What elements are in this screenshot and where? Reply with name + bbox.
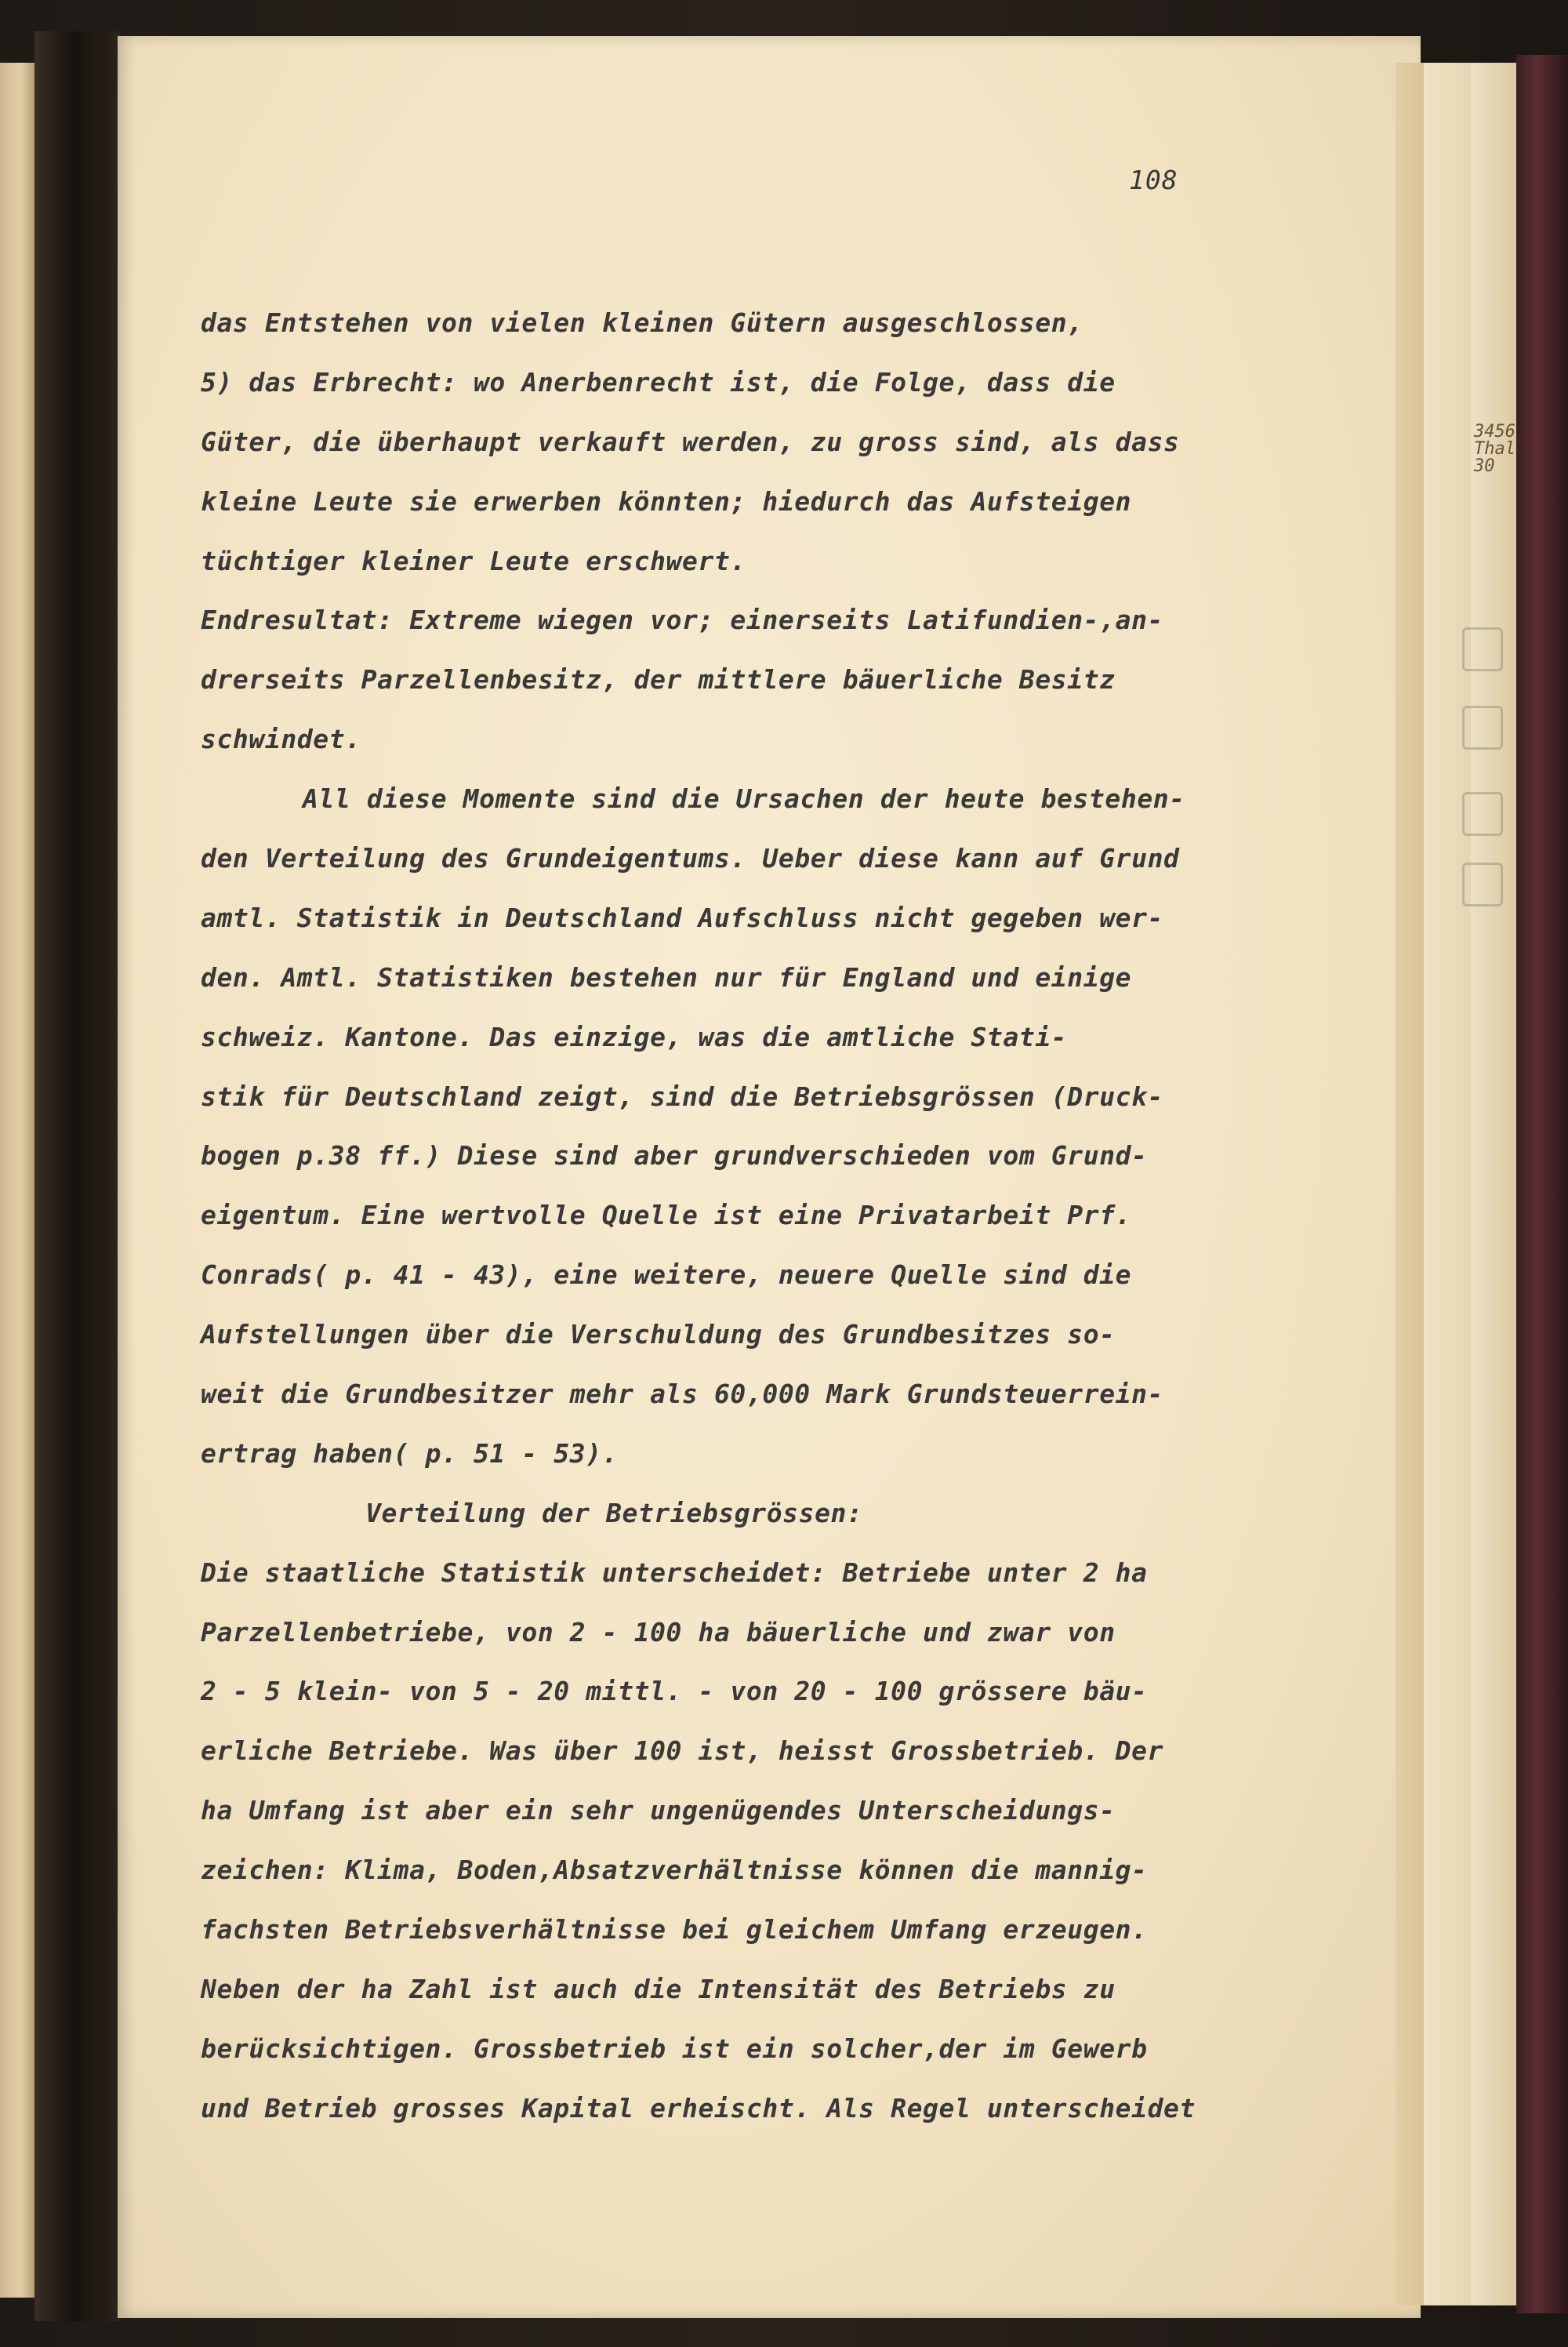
page-edge-stack [1396,63,1424,2305]
text-line: ertrag haben( p. 51 - 53). [201,1437,619,1469]
text-line: Güter, die überhaupt verkauft werden, zu gross sind, als dass [201,426,1180,457]
text-line: den. Amtl. Statistiken bestehen nur für England und einige [201,961,1132,993]
text-line: Neben der ha Zahl ist auch die Intensität des Betriebs zu [201,1973,1116,2004]
text-line: Die staatliche Statistik unterscheidet: Betriebe unter 2 ha [201,1557,1148,1588]
margin-note: 30 [1474,456,1495,476]
text-line: Conrads( p. 41 - 43), eine weitere, neuere Quelle sind die [201,1259,1132,1291]
text-line: 5) das Erbrecht: wo Anerbenrecht ist, die Folge, dass die [201,366,1116,398]
text-line: bogen p.38 ff.) Diese sind aber grundverschieden vom Grund- [201,1140,1148,1172]
text-line: berücksichtigen. Grossbetrieb ist ein solcher,der im Gewerb [201,2033,1148,2064]
pencil-mark [1462,792,1503,836]
book-binding [1516,55,1568,2313]
text-line: und Betrieb grosses Kapital erheischt. Als Regel unterscheidet [201,2092,1196,2124]
text-line: Verteilung der Betriebsgrössen: [365,1497,863,1528]
text-line: All diese Momente sind die Ursachen der heute bestehen- [303,783,1185,815]
margin-note: 3456 [1474,422,1515,441]
text-line: das Entstehen von vielen kleinen Gütern ausgeschlossen, [201,307,1083,338]
text-line: Parzellenbetriebe, von 2 - 100 ha bäuerliche und zwar von [201,1616,1116,1648]
pencil-mark [1462,627,1503,671]
pencil-mark [1462,706,1503,750]
text-line: zeichen: Klima, Boden,Absatzverhältnisse können die mannig- [201,1855,1148,1886]
text-line: weit die Grundbesitzer mehr als 60,000 Mark Grundsteuerrein- [201,1379,1164,1410]
text-line: ha Umfang ist aber ein sehr ungenügendes Unterscheidungs- [201,1795,1116,1826]
text-line: Endresultat: Extreme wiegen vor; einerseits Latifundien-,an- [201,605,1164,636]
text-line: 2 - 5 klein- von 5 - 20 mittl. - von 20 - 100 grössere bäu- [201,1676,1148,1707]
text-line: drerseits Parzellenbesitz, der mittlere bäuerliche Besitz [201,664,1116,696]
text-line: fachsten Betriebsverhältnisse bei gleichem Umfang erzeugen. [201,1914,1148,1946]
text-line: den Verteilung des Grundeigentums. Ueber diese kann auf Grund [201,843,1180,874]
margin-note: Thal [1474,439,1515,459]
text-line: Aufstellungen über die Verschuldung des Grundbesitzes so- [201,1319,1116,1350]
book-gutter [34,31,121,2321]
typed-text-body [201,306,1314,2151]
page-number: 108 [1129,165,1178,195]
page-edge-stack [1424,63,1471,2305]
text-line: erliche Betriebe. Was über 100 ist, heisst Grossbetrieb. Der [201,1735,1164,1767]
text-line: schweiz. Kantone. Das einzige, was die amtliche Stati- [201,1021,1068,1052]
text-line: schwindet. [201,724,361,755]
text-line: eigentum. Eine wertvolle Quelle ist eine Privatarbeit Prf. [201,1200,1132,1231]
page-edge-stack [1471,63,1516,2305]
pencil-mark [1462,863,1503,906]
text-line: amtl. Statistik in Deutschland Aufschluss nicht gegeben wer- [201,902,1164,933]
text-line: stik für Deutschland zeigt, sind die Betriebsgrössen (Druck- [201,1081,1164,1112]
text-line: tüchtiger kleiner Leute erschwert. [201,545,746,576]
left-page-edge [0,63,34,2298]
text-line: kleine Leute sie erwerben könnten; hiedurch das Aufsteigen [201,485,1132,517]
